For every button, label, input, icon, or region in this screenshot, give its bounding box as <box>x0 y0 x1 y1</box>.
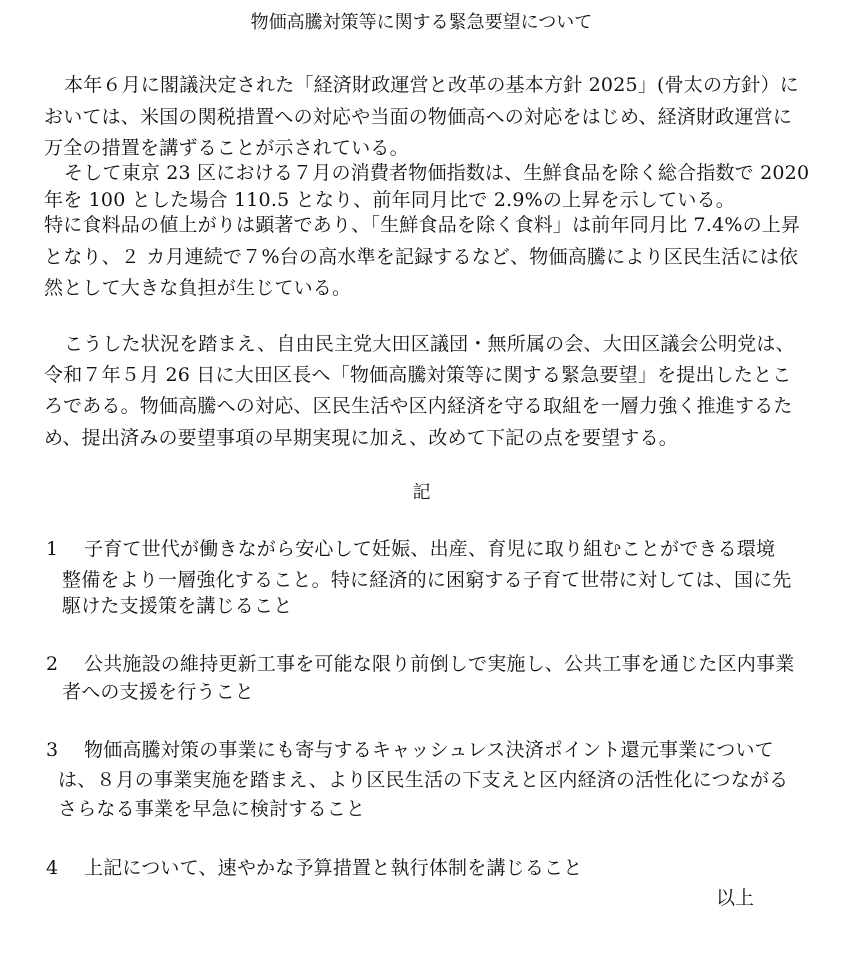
paragraph-line: ろである。物価高騰への対応、区民生活や区内経済を守る取組を一層力強く推進するた <box>44 395 793 417</box>
item-line: 駆けた支援策を講じること <box>62 595 293 617</box>
item-number: 2 <box>46 653 59 675</box>
paragraph-line: 特に食料品の値上がりは顕著であり、「生鮮食品を除く食料」は前年同月比 7.4%の上昇 <box>44 214 801 236</box>
item-line: 上記について、速やかな予算措置と執行体制を講じること <box>84 857 583 879</box>
closing-mark: 以上 <box>716 887 755 909</box>
paragraph-line: 年を 100 とした場合 110.5 となり、前年同月比で 2.9%の上昇を示している。 <box>44 189 735 211</box>
paragraph-line: そして東京 23 区における７月の消費者物価指数は、生鮮食品を除く総合指数で 2020 <box>64 162 810 184</box>
document-title: 物価高騰対策等に関する緊急要望について <box>250 12 593 33</box>
paragraph-line: 本年６月に閣議決定された「経済財政運営と改革の基本方針 2025」(骨太の方針）に <box>64 74 800 96</box>
item-line: は、８月の事業実施を踏まえ、より区民生活の下支えと区内経済の活性化につながる <box>58 769 789 791</box>
item-number: 4 <box>46 857 59 879</box>
item-number: 3 <box>46 739 59 761</box>
paragraph-line: 然として大きな負担が生じている。 <box>44 277 352 299</box>
item-number: 1 <box>46 538 59 560</box>
ki-heading: 記 <box>412 482 431 503</box>
item-line: 公共施設の維持更新工事を可能な限り前倒しで実施し、公共工事を通じた区内事業 <box>84 653 795 675</box>
item-line: 者への支援を行うこと <box>62 681 255 703</box>
item-line: 整備をより一層強化すること。特に経済的に困窮する子育て世帯に対しては、国に先 <box>62 569 792 591</box>
paragraph-line: 令和７年５月 26 日に大田区長へ「物価高騰対策等に関する緊急要望」を提出したとこ <box>44 364 792 386</box>
paragraph-line: 万全の措置を講ずることが示されている。 <box>44 137 409 159</box>
paragraph-line: こうした状況を踏まえ、自由民主党大田区議団・無所属の会、大田区議会公明党は、 <box>64 333 795 355</box>
paragraph-line: となり、２ カ月連続で７%台の高水準を記録するなど、物価高騰により区民生活には依 <box>44 246 799 268</box>
paragraph-line: め、提出済みの要望事項の早期実現に加え、改めて下記の点を要望する。 <box>44 427 678 449</box>
item-line: 子育て世代が働きながら安心して妊娠、出産、育児に取り組むことができる環境 <box>84 538 776 560</box>
paragraph-line: おいては、米国の関税措置への対応や当面の物価高への対応をはじめ、経済財政運営に <box>44 106 793 128</box>
item-line: 物価高騰対策の事業にも寄与するキャッシュレス決済ポイント還元事業について <box>84 739 774 761</box>
item-line: さらなる事業を早急に検討すること <box>58 798 366 820</box>
